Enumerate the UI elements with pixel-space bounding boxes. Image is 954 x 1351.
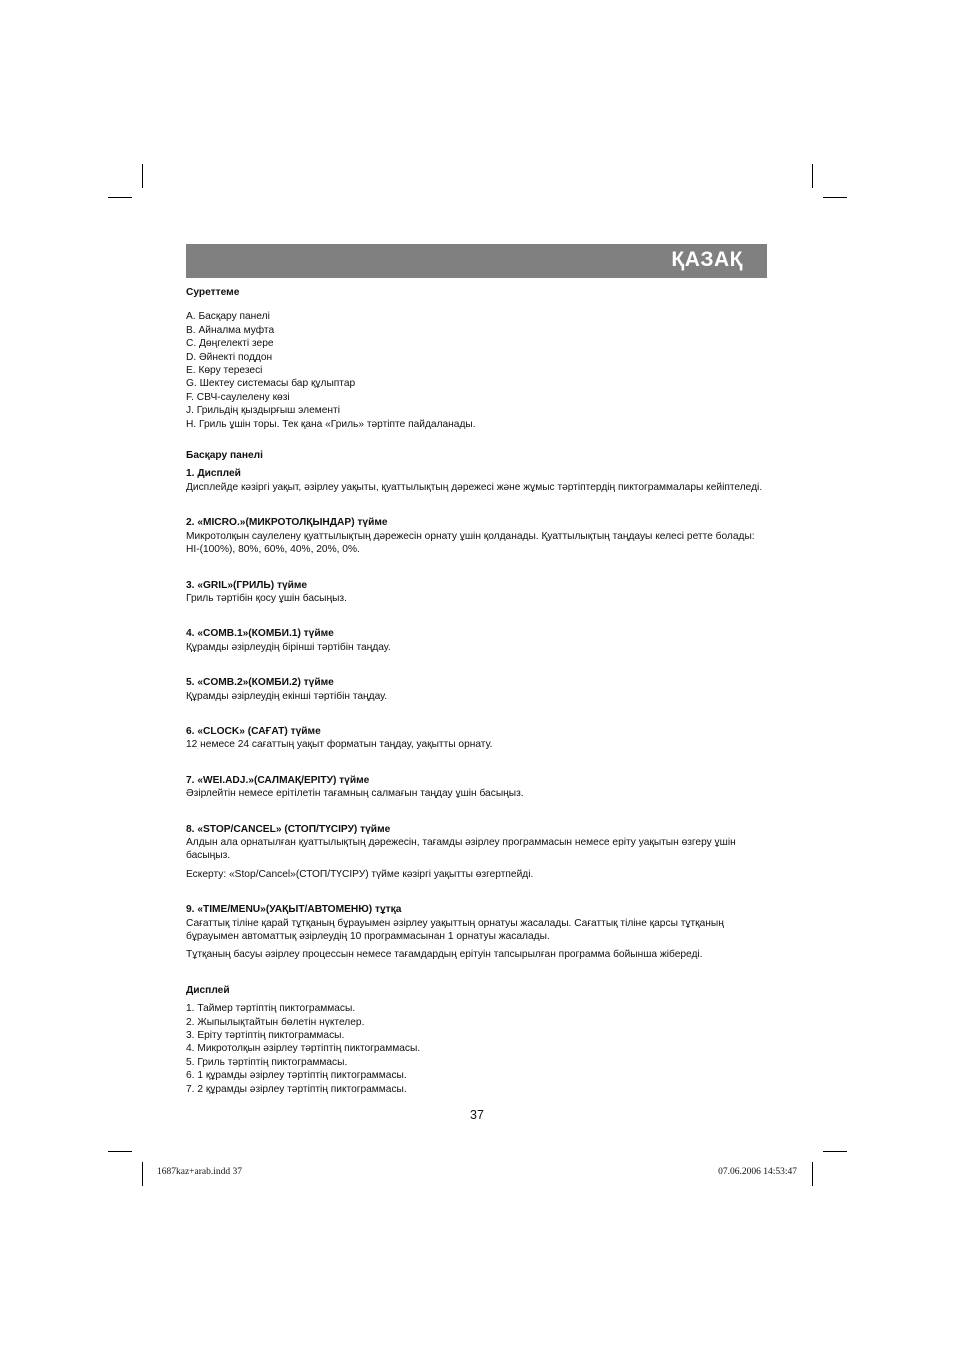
list-item: 1. Таймер тәртіптің пиктограммасы. xyxy=(186,1003,356,1015)
section-micro xyxy=(186,516,768,556)
section-stop-cancel xyxy=(186,823,768,882)
illustration-list xyxy=(186,310,768,431)
crop-mark xyxy=(108,197,132,198)
display-heading: Дисплей xyxy=(186,984,230,996)
list-item: 6. 1 құрамды әзірлеу тәртіптің пиктограммасы. xyxy=(186,1070,407,1082)
page-content xyxy=(186,286,768,1096)
list-item: E. Көру терезесі xyxy=(186,365,263,377)
footer-timestamp: 07.06.2006 14:53:47 xyxy=(718,1167,797,1177)
crop-mark xyxy=(142,1162,143,1186)
section-time-menu xyxy=(186,903,768,962)
section-title: 4. «COMB.1»(КОМБИ.1) түйме xyxy=(186,628,334,640)
list-item: B. Айналма муфта xyxy=(186,324,275,336)
crop-mark xyxy=(812,164,813,188)
list-item: 2. Жыпылықтайтын бөлетін нүктелер. xyxy=(186,1016,365,1028)
section-text: Дисплейде кәзіргі уақыт, әзірлеу уақыты, қуаттылықтың дәрежесі және жұмыс тәртіптердің пиктограммалары кейіптеледі. xyxy=(186,481,763,493)
list-item: J. Грильдің қыздырғыш элементі xyxy=(186,405,340,417)
display-list xyxy=(186,1002,768,1096)
list-item: G. Шектеу системасы бар құлыптар xyxy=(186,378,356,390)
section-text: 12 немесе 24 сағаттың уақыт форматын таңдау, уақытты орнату. xyxy=(186,739,493,751)
section-gril xyxy=(186,579,768,606)
section-title: 9. «TIME/MENU»(УАҚЫТ/АВТОМЕНЮ) тұтқа xyxy=(186,904,402,916)
section-text: Тұтқаның басуы әзірлеу процессын немесе тағамдардың ерітуін тапсырылған программа бойынша жібереді. xyxy=(186,949,703,961)
section-title: 2. «MICRO.»(МИКРОТОЛҚЫНДАР) түйме xyxy=(186,517,388,529)
footer-file-slug: 1687kaz+arab.indd 37 xyxy=(157,1167,243,1177)
section-comb1 xyxy=(186,627,768,654)
list-item: D. Әйнекті поддон xyxy=(186,351,273,363)
section-title: 8. «STOP/CANCEL» (СТОП/ТҮСІРУ) түйме xyxy=(186,823,391,835)
language-header-bar xyxy=(186,244,767,278)
section-title: 1. Дисплей xyxy=(186,468,241,480)
section-text: Құрамды әзірлеудің екінші тәртібін таңдау. xyxy=(186,690,388,702)
crop-mark xyxy=(108,1151,132,1152)
section-text: Гриль тәртібін қосу ұшін басыңыз. xyxy=(186,592,347,604)
section-display xyxy=(186,467,768,494)
crop-mark xyxy=(823,1151,847,1152)
crop-mark xyxy=(823,197,847,198)
list-item: A. Басқару панелі xyxy=(186,311,270,323)
list-item: 4. Микротолқын әзірлеу тәртіптің пиктограммасы. xyxy=(186,1043,421,1055)
section-note: Ескерту: «Stop/Cancel»(СТОП/ТҮСІРУ) түйме кәзіргі уақытты өзгертпейді. xyxy=(186,868,534,880)
list-item: H. Гриль ұшін торы. Тек қана «Гриль» тәртіпте пайдаланады. xyxy=(186,418,476,430)
crop-mark xyxy=(812,1162,813,1186)
section-text: Микротолқын саулелену қуаттылықтың дәрежесін орнату ұшін қолданады. Қуаттылықтың таңдауы келесі ретте болады: HI-(100%), 80%, 60%, 40%, 20%, 0%. xyxy=(186,530,755,556)
control-panel-heading: Басқару панелі xyxy=(186,450,263,462)
list-item: 7. 2 құрамды әзірлеу тәртіптің пиктограммасы. xyxy=(186,1083,407,1095)
section-text: Әзірлейтін немесе ерітілетін тағамның салмағын таңдау ұшін басыңыз. xyxy=(186,788,524,800)
crop-mark xyxy=(142,164,143,188)
list-item: 5. Гриль тәртіптің пиктограммасы. xyxy=(186,1056,348,1068)
list-item: 3. Еріту тәртіптің пиктограммасы. xyxy=(186,1030,345,1042)
section-title: 3. «GRIL»(ГРИЛЬ) түйме xyxy=(186,579,308,591)
section-comb2 xyxy=(186,676,768,703)
section-wei-adj xyxy=(186,774,768,801)
section-title: 5. «COMB.2»(КОМБИ.2) түйме xyxy=(186,677,334,689)
section-title: 6. «CLOCK» (САҒАТ) түйме xyxy=(186,725,321,737)
section-text: Сағаттық тіліне қарай тұтқаның бұрауымен әзірлеу уақыттың орнатуы жасалады. Сағаттық тіліне қарсы тұтқаның бұрауымен автоматтық әзірлеудің 10 программасынан 1 орнатуы жасалады. xyxy=(186,917,724,942)
page-number: 37 xyxy=(470,1108,484,1122)
section-text: Құрамды әзірлеудің бірінші тәртібін таңдау. xyxy=(186,641,391,653)
list-item: C. Дөңгелекті зере xyxy=(186,338,274,350)
section-text: Алдын ала орнатылған қуаттылықтың дәрежесін, тағамды әзірлеу программасын немесе еріту уақытын өзгеру ұшін басыңыз. xyxy=(186,836,736,862)
section-clock xyxy=(186,725,768,752)
section-title: 7. «WEI.ADJ.»(САЛМАҚ/ЕРІТУ) түйме xyxy=(186,774,370,786)
list-item: F. СВЧ-саулелену көзі xyxy=(186,391,290,403)
language-title: ҚАЗАҚ xyxy=(671,248,743,271)
illustration-heading: Суреттеме xyxy=(186,287,240,298)
